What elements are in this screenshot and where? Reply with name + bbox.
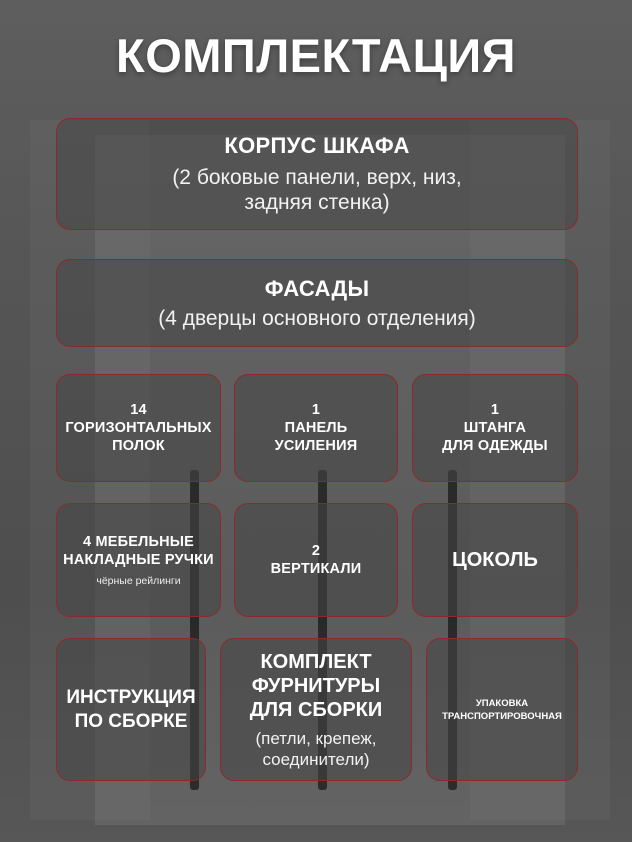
card-hardware-line-2: ФУРНИТУРЫ xyxy=(251,674,381,697)
card-handles-note: чёрные рейлинги xyxy=(96,575,181,587)
card-carcass-title: КОРПУС ШКАФА xyxy=(224,133,410,158)
card-carcass-sub-line-1: (2 боковые панели, верх, низ, xyxy=(172,166,462,189)
card-rod-line-2: ШТАНГА xyxy=(463,420,527,436)
card-handles xyxy=(56,503,221,617)
card-hardware-line-3: ДЛЯ СБОРКИ xyxy=(249,698,383,721)
card-panel-text xyxy=(275,401,358,455)
card-handles-line-1: 4 МЕБЕЛЬНЫЕ xyxy=(82,534,195,550)
page-title: КОМПЛЕКТАЦИЯ xyxy=(116,29,516,82)
card-instructions xyxy=(56,638,206,781)
card-packaging xyxy=(426,638,578,781)
card-instructions-text xyxy=(66,686,195,734)
card-packaging-line-2: ТРАНСПОРТИРОВОЧНАЯ xyxy=(442,710,562,722)
card-carcass-sub-line-2: задняя стенка) xyxy=(244,191,390,214)
card-hardware-description xyxy=(256,728,377,770)
card-verticals xyxy=(234,503,398,617)
card-handles-line-2: НАКЛАДНЫЕ РУЧКИ xyxy=(63,552,214,568)
card-shelves xyxy=(56,374,221,482)
card-carcass-description xyxy=(172,165,461,215)
card-instructions-line-1: ИНСТРУКЦИЯ xyxy=(66,686,196,708)
card-packaging-line-1: УПАКОВКА xyxy=(475,697,529,709)
card-verticals-text xyxy=(271,542,362,578)
card-packaging-text xyxy=(442,697,562,723)
card-rod-text xyxy=(442,401,548,455)
card-facades-title: ФАСАДЫ xyxy=(264,275,370,301)
card-shelves-line-1: 14 xyxy=(130,402,147,418)
card-panel-line-2: ПАНЕЛЬ xyxy=(284,420,348,436)
card-plinth-title: ЦОКОЛЬ xyxy=(452,549,538,571)
card-hardware-line-1: КОМПЛЕКТ xyxy=(260,650,372,673)
card-panel-line-3: УСИЛЕНИЯ xyxy=(274,438,358,454)
card-shelves-line-3: ПОЛОК xyxy=(112,438,165,454)
card-handles-text xyxy=(63,533,214,569)
card-facades xyxy=(56,259,578,347)
card-verticals-line-2: ВЕРТИКАЛИ xyxy=(270,561,362,577)
card-instructions-line-2: ПО СБОРКЕ xyxy=(74,710,188,732)
card-facades-description: (4 дверцы основного отделения) xyxy=(158,306,476,330)
card-plinth xyxy=(412,503,578,617)
card-hardware-sub-line-1: (петли, крепеж, xyxy=(255,728,377,748)
card-shelves-text xyxy=(65,401,211,455)
card-panel-line-1: 1 xyxy=(311,402,321,418)
card-rod-line-3: ДЛЯ ОДЕЖДЫ xyxy=(442,438,548,454)
card-panel xyxy=(234,374,398,482)
card-verticals-line-1: 2 xyxy=(311,543,321,559)
card-hardware xyxy=(220,638,412,781)
card-shelves-line-2: ГОРИЗОНТАЛЬНЫХ xyxy=(65,420,212,436)
card-hardware-sub-line-2: соединители) xyxy=(262,749,370,769)
card-rod-line-1: 1 xyxy=(490,402,500,418)
card-rod xyxy=(412,374,578,482)
card-hardware-text xyxy=(250,650,383,722)
card-carcass xyxy=(56,118,578,230)
